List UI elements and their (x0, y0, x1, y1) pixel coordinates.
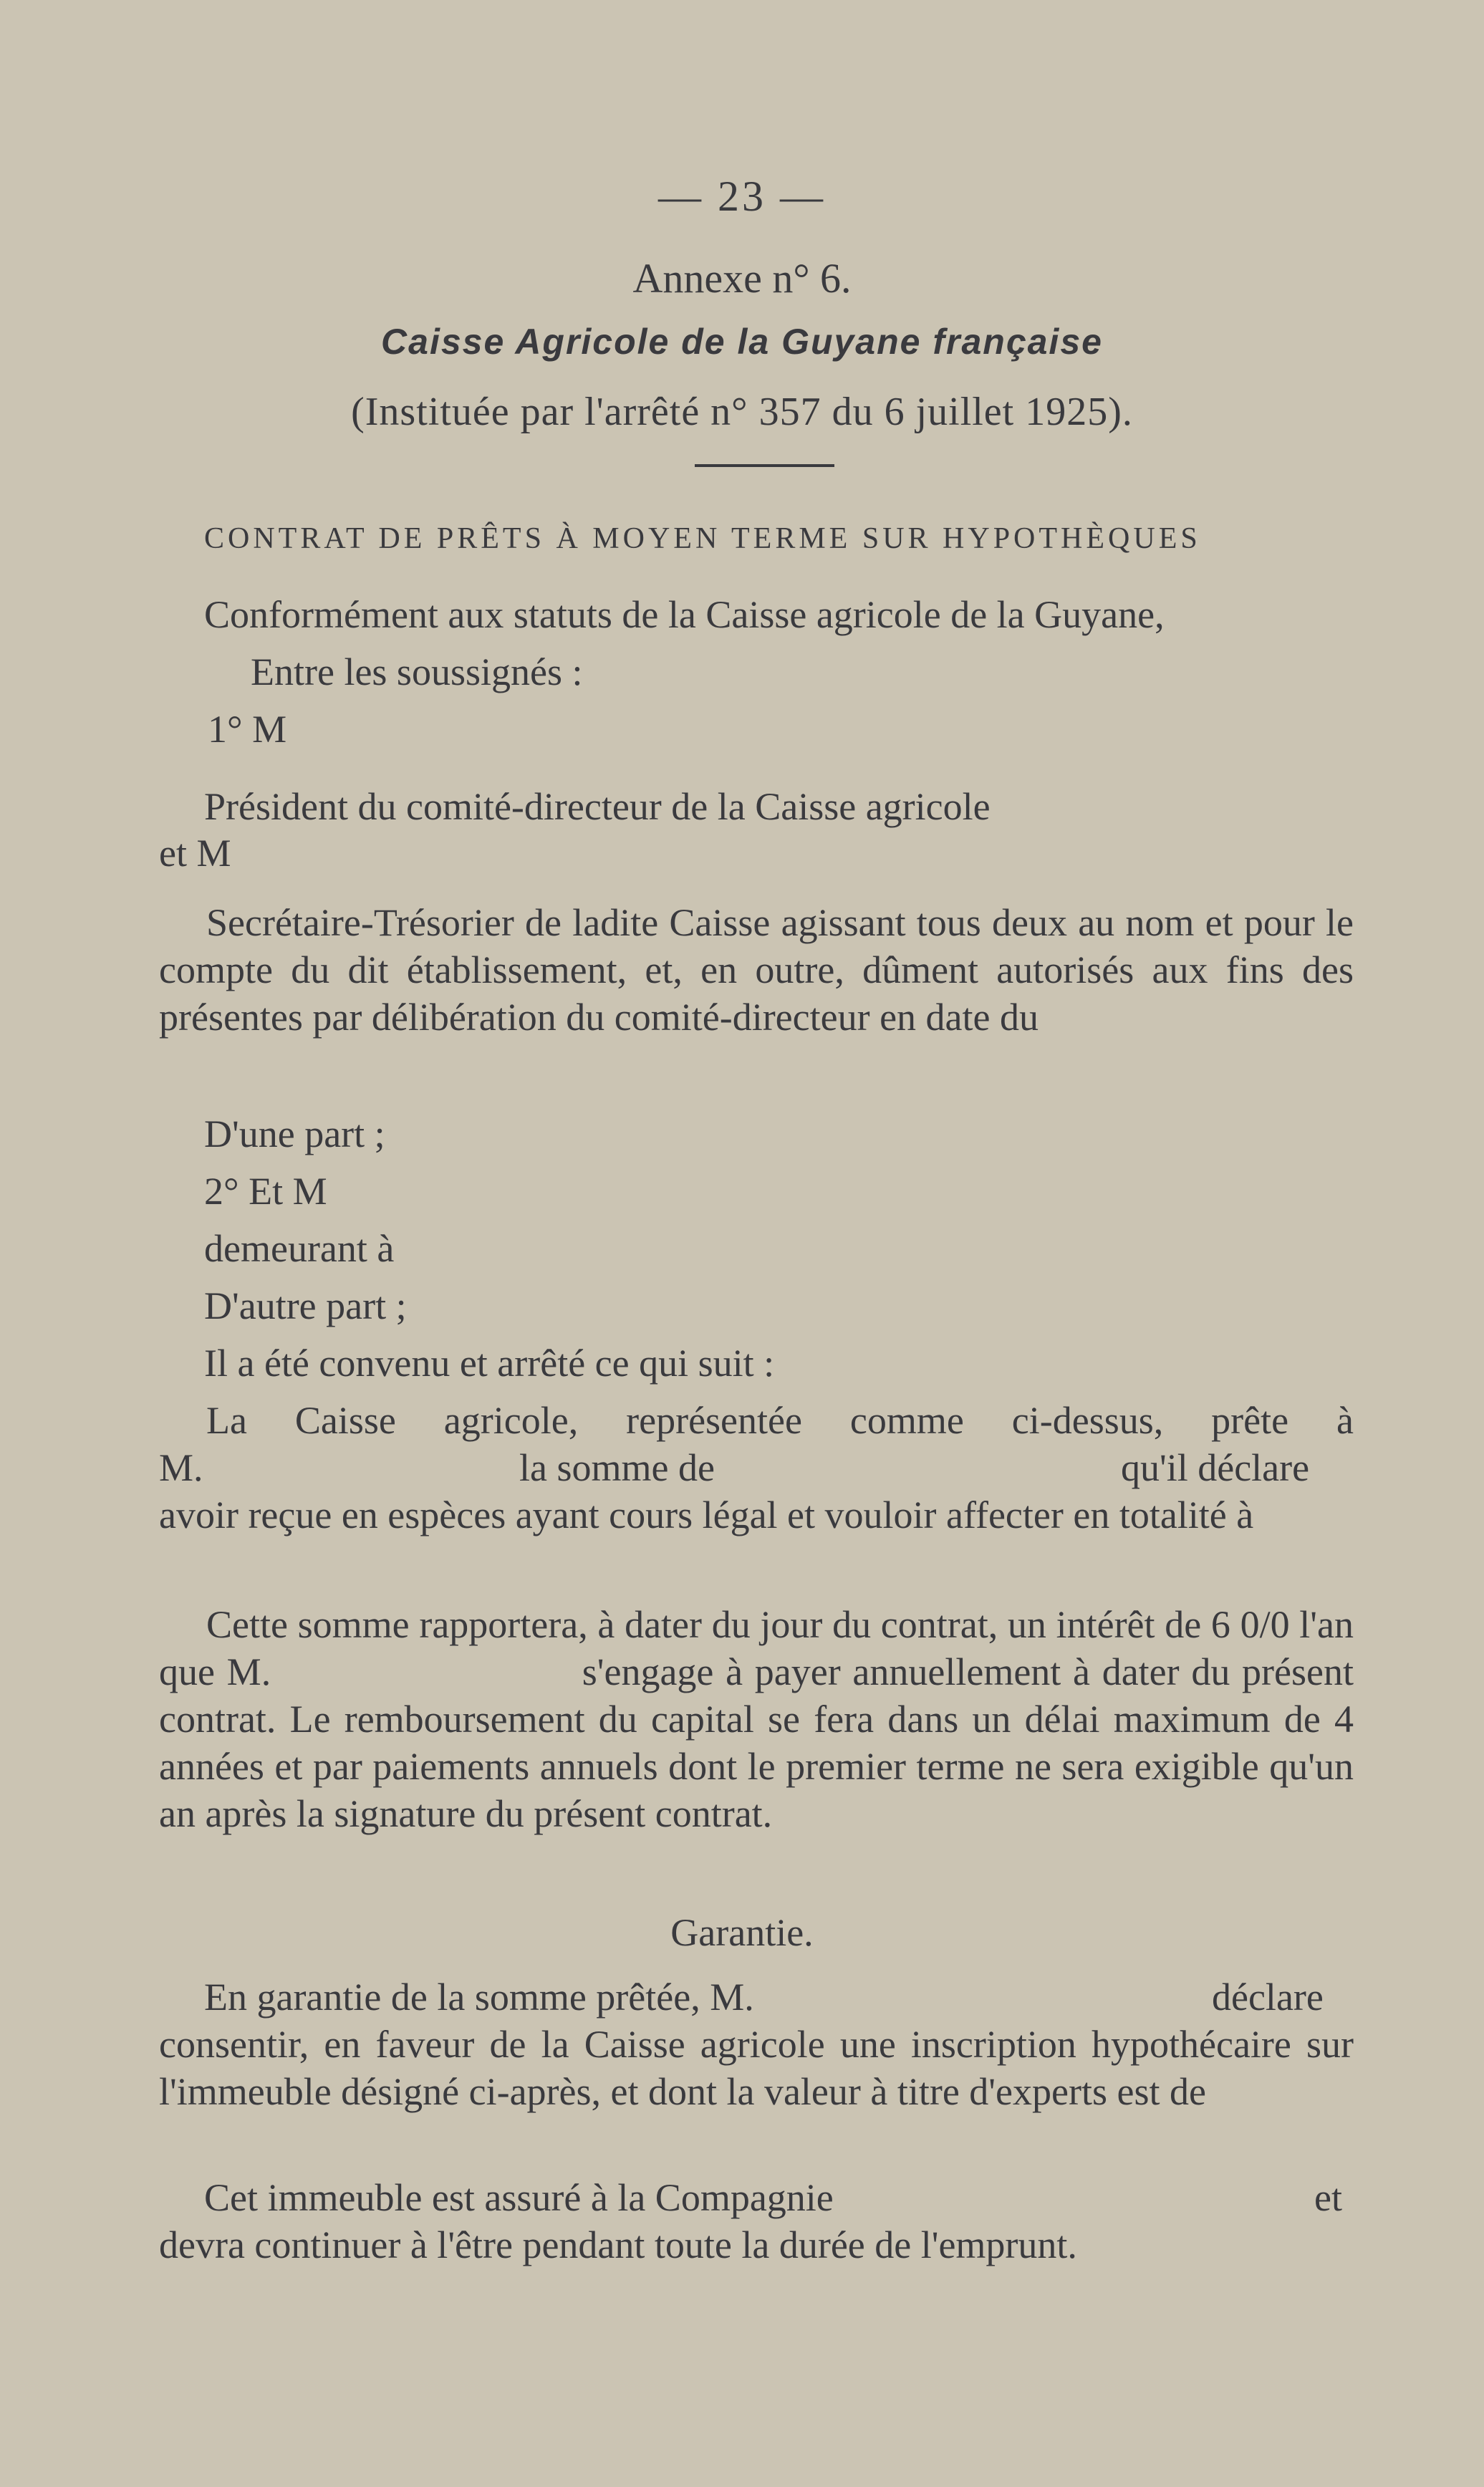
paragraph-dautre-part: D'autre part ; (204, 1284, 407, 1327)
paragraph-caisse-m: M. (159, 1446, 203, 1489)
paragraph-dune-part: D'une part ; (204, 1112, 385, 1155)
paragraph-immeuble-start: Cet immeuble est assuré à la Compagnie (204, 2176, 834, 2219)
paragraph-cette-somme: Cette somme rapportera, à dater du jour du contrat, un intérêt de 6 0/0 l'an que M. s'engage à payer annuellement à dater du présent contrat. Le remboursement du capital se fera dans un délai maximum de 4 années et par paiements annuels dont le premier terme ne sera exigible qu'un an après la signature du présent contrat. (159, 1603, 1364, 1835)
paragraph-demeurant: demeurant à (204, 1227, 395, 1270)
garantie-heading: Garantie. (670, 1911, 814, 1954)
paragraph-caisse-line1: La Caisse agricole, représentée comme ci-dessus, prête à (206, 1399, 1354, 1442)
annex-label: Annexe n° 6. (632, 255, 852, 302)
document-subtitle: (Instituée par l'arrêté n° 357 du 6 juillet 1925). (351, 390, 1133, 434)
title-rule (695, 464, 834, 467)
paragraph-secretaire: Secrétaire-Trésorier de ladite Caisse agissant tous deux au nom et pour le compte du dit établissement, et, en outre, dûment autorisés aux fins des présentes par délibération du comité-directeur en date du (159, 901, 1354, 1039)
paragraph-et-m: et M (159, 832, 231, 875)
paragraph-convenu: Il a été convenu et arrêté ce qui suit : (204, 1342, 775, 1385)
paragraph-garantie-start: En garantie de la somme prêtée, M. (204, 1976, 754, 2019)
paragraph-caisse-somme: la somme de (519, 1446, 715, 1489)
paragraph-immeuble-et: et (1314, 2176, 1342, 2219)
paragraph-conformement: Conformément aux statuts de la Caisse agricole de la Guyane, (204, 593, 1165, 636)
paragraph-caisse-rest: avoir reçue en espèces ayant cours légal et vouloir affecter en totalité à (159, 1493, 1254, 1536)
list-item-2: 2° Et M (204, 1170, 327, 1213)
page-number: — 23 — (658, 173, 826, 220)
paragraph-president: Président du comité-directeur de la Caisse agricole (204, 785, 991, 828)
list-item-1: 1° M (208, 708, 287, 751)
paragraph-garantie-declare: déclare (1212, 1976, 1324, 2019)
paragraph-immeuble-rest: devra continuer à l'être pendant toute la durée de l'emprunt. (159, 2223, 1077, 2266)
paragraph-garantie-rest: consentir, en faveur de la Caisse agricole une inscription hypothécaire sur l'immeuble désigné ci-après, et dont la valeur à titre d'experts est de (159, 2023, 1354, 2113)
paragraph-entre: Entre les soussignés : (251, 650, 583, 693)
section-heading: CONTRAT DE PRÊTS À MOYEN TERME SUR HYPOTHÈQUES (204, 522, 1201, 555)
document-title: Caisse Agricole de la Guyane française (381, 322, 1103, 362)
paragraph-caisse-declare: qu'il déclare (1121, 1446, 1310, 1489)
